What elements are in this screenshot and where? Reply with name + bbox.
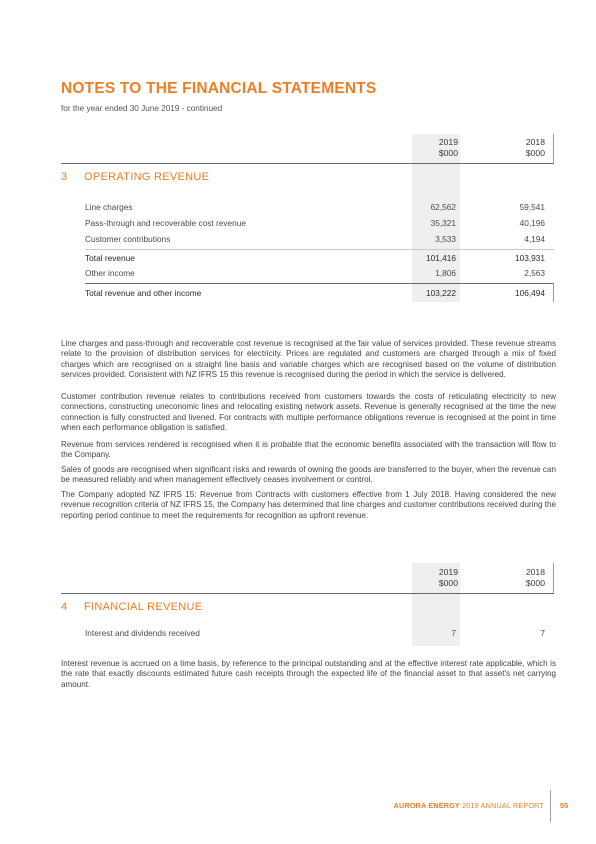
col-2019-header-note4	[400, 567, 458, 589]
column-right-rule	[553, 134, 554, 164]
page-subtitle: for the year ended 30 June 2019 - continued	[61, 104, 223, 113]
col-2018-header-note4	[487, 567, 545, 589]
col-2019-year: 2019	[438, 137, 458, 147]
col-2018-header	[487, 137, 545, 159]
col-2018-unit: $000	[525, 578, 545, 588]
page-number: 55	[560, 801, 569, 810]
col-2019-unit: $000	[438, 148, 458, 158]
header-rule	[61, 163, 554, 164]
col-2019-year: 2019	[438, 567, 458, 577]
col-2018-year: 2018	[525, 567, 545, 577]
paragraph-line-charges: Line charges and pass-through and recoverable cost revenue is recognised at the fair value of services provided. These revenue streams relate to the provision of distribution services for electricity. Prices are regulated and customers are charged through a mix of fixed charges which are recognised on a straight line basis and variable charges which are recognised based on the volume of distribution services provided. Consistent with NZ IFRS 15 this revenue is recognised during the period in which the service is delivered.	[61, 339, 556, 380]
total-right-rule	[553, 283, 554, 302]
paragraph-nz-ifrs-15: The Company adopted NZ IFRS 15: Revenue from Contracts with customers effective from 1 July 2018. Having considered the new revenue recognition criteria of NZ IFRS 15, the Company has determined that line charges and customer contributions received during the reporting period continue to meet the requirements for recognition as upfront revenue.	[61, 490, 556, 520]
page-title: NOTES TO THE FINANCIAL STATEMENTS	[61, 80, 377, 97]
column-right-rule-note4	[553, 563, 554, 593]
footer-brand: AURORA ENERGY	[393, 801, 460, 810]
section-title: OPERATING REVENUE	[84, 171, 210, 183]
col-2018-unit: $000	[525, 148, 545, 158]
table-row: Line charges 62,562 59,541	[85, 202, 545, 212]
section-title: FINANCIAL REVENUE	[84, 601, 203, 613]
subtotal-rule	[85, 249, 554, 250]
col-2019-unit: $000	[438, 578, 458, 588]
table-row-grand-total: Total revenue and other income 103,222 106,494	[85, 288, 545, 298]
footer-divider	[550, 790, 551, 822]
section-heading-financial-revenue	[61, 601, 202, 613]
table-row: Pass-through and recoverable cost revenue 35,321 40,196	[85, 218, 545, 228]
footer-text	[394, 801, 544, 810]
table-row-total: Total revenue 101,416 103,931	[85, 253, 545, 263]
section-heading-operating-revenue	[61, 171, 209, 183]
footer-report: 2019 ANNUAL REPORT	[462, 801, 544, 810]
col-2019-header	[400, 137, 458, 159]
table-row: Customer contributions 3,533 4,194	[85, 234, 545, 244]
table-row: Other income 1,806 2,563	[85, 268, 545, 278]
total-rule	[85, 283, 554, 284]
section-number: 4	[61, 601, 68, 613]
col-2018-year: 2018	[525, 137, 545, 147]
table-row: Interest and dividends received 7 7	[85, 628, 545, 638]
paragraph-customer-contributions: Customer contribution revenue relates to contributions received from customers towards the costs of reticulating electricity to new connections, constructing uneconomic lines and relocating existing network assets. Revenue is generally recognised at the time the new connection is fully constructed and livened. For contracts with multiple performance obligations revenue is recognised at the point in time when each performance obligation is satisfied.	[61, 392, 556, 433]
paragraph-interest-revenue: Interest revenue is accrued on a time basis, by reference to the principal outstanding and at the effective interest rate applicable, which is the rate that exactly discounts estimated future cash receipts through the expected life of the financial asset to that asset's net carrying amount.	[61, 659, 556, 689]
paragraph-sales-of-goods: Sales of goods are recognised when significant risks and rewards of owning the goods are transferred to the buyer, when the revenue can be measured reliably and when management effectively ceases involvement or control.	[61, 465, 556, 485]
paragraph-services-rendered: Revenue from services rendered is recognised when it is probable that the economic benefits associated with the transaction will flow to the Company.	[61, 440, 556, 460]
section-number: 3	[61, 171, 68, 183]
header-rule-note4	[61, 593, 554, 594]
